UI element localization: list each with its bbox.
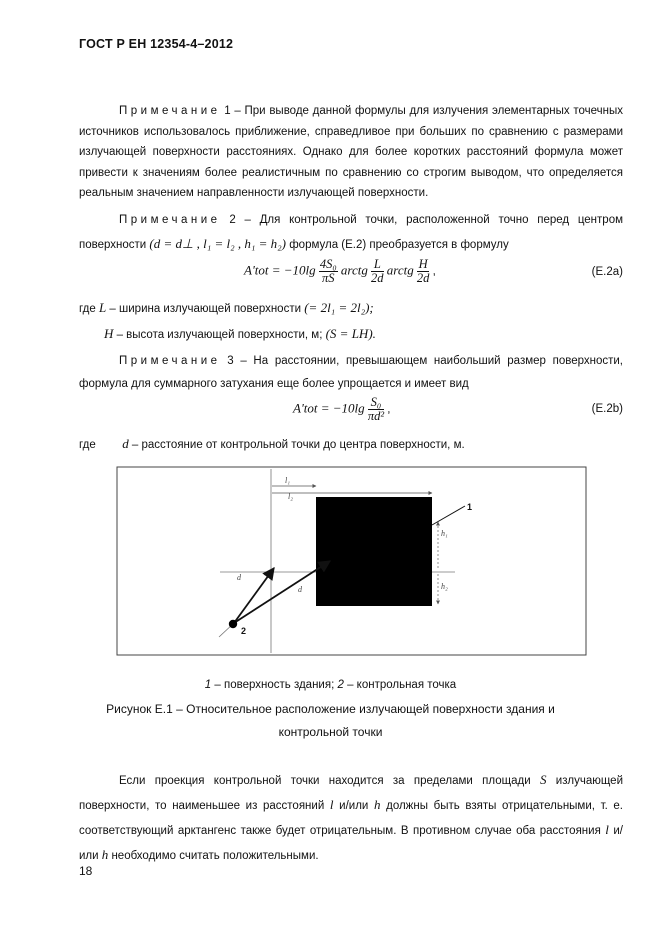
eq-a-func-1: arctg — [340, 262, 368, 278]
eq-a-func-2: arctg — [386, 262, 414, 278]
equation-e2b-number: (Е.2b) — [591, 403, 623, 415]
eq-b-frac: $\frac{\text{S₀}}{\text{πd²}}$ — [367, 395, 385, 423]
figure-caption-line-2: контрольной точки — [278, 725, 383, 739]
L-definition: (= 2l₁ = 2l₂); — [304, 300, 374, 315]
eq-a-frac-3: $\frac{H}{2d}$ — [416, 257, 430, 285]
where-H: H – высота излучающей поверхности, м; (S = LH). — [104, 326, 376, 341]
closing-paragraph: Если проекция контрольной точки находится за пределами площади S излучающей поверхности, то наименьшее из расстояний l и/или h должны быть взяты отрицательными, т. е. соответствующий арктангенс также будет отрицательным. В противном случае оба расстояния l и/или h необходимо считать положительными. — [79, 772, 624, 862]
note-1-text: 1 – При выводе данной формулы для излучения элементарных точечных источников использовалось приближение, справедливое при больших по сравнению с размерами излучающей поверхности расстояниях. Однако для более коротких расстояний формула может привести к значениям более реалистичным по сравнению со строгим выводом, что определяется реальным значением направленности излучающей поверхности. — [79, 105, 623, 199]
note-2-text-a: 2 – Для контрольной точки, расположенной точно перед центром поверхности — [79, 214, 623, 251]
label-h2: h₂ — [441, 582, 448, 591]
where-d: где d – расстояние от контрольной точки до центра поверхности, м. — [79, 436, 465, 451]
page-number: 18 — [79, 864, 93, 878]
vector-d — [234, 561, 330, 623]
eq-a-frac-2: $\frac{L}{2d}$ — [371, 257, 384, 285]
note-3-label: Примечание — [119, 355, 221, 367]
label-l1: l₁ — [285, 476, 291, 485]
where-L: где L – ширина излучающей поверхности (= 2l₁ = 2l₂); — [79, 300, 374, 315]
note-1-label: Примечание — [119, 105, 221, 117]
note-3-text: 3 – На расстоянии, превышающем наибольший размер поверхности, формула для суммарного затухания еще более упрощается и имеет вид — [79, 355, 623, 390]
symbol-L: L — [99, 300, 107, 315]
receiver-point — [229, 620, 237, 628]
eq-a-frac-1: $\frac{\text{4S₀}}{\pi S}$ — [319, 257, 337, 285]
label-d: d — [298, 585, 302, 594]
symbol-d: d — [122, 436, 129, 451]
callout-1: 1 — [467, 502, 473, 512]
note-2-text-b: формула (Е.2) преобразуется в формулу — [286, 239, 509, 251]
equation-e2b: A'tot = −10lg $\frac{\text{S₀}}{\text{πd²}}$ , — [293, 395, 391, 423]
H-definition: (S = LH). — [325, 326, 376, 341]
note-2-label: Примечание — [119, 214, 221, 226]
figure-legend: 1 – поверхность здания; 2 – контрольная точка — [204, 679, 457, 691]
document-header: ГОСТ Р ЕН 12354-4–2012 — [79, 37, 234, 51]
callout-2: 2 — [241, 626, 247, 636]
label-d-perp: d — [237, 573, 241, 582]
equation-e2a-number: (Е.2а) — [591, 266, 623, 278]
label-h1: h₁ — [441, 529, 448, 538]
building-surface — [316, 497, 432, 606]
figure-caption-line-1: Рисунок Е.1 – Относительное расположение излучающей поверхности здания и — [106, 702, 555, 716]
label-l2: l₂ — [288, 492, 294, 501]
eq-a-lhs: A'tot = −10lg — [244, 262, 316, 278]
callout-1-leader — [432, 506, 465, 525]
equation-e2a: A'tot = −10lg $\frac{\text{4S₀}}{\pi S}$ arctg $\frac{L}{2d}$ arctg $\frac{H}{2d}$ , — [244, 257, 436, 285]
symbol-H: H — [104, 326, 114, 341]
note-2-condition: (d = d⊥ , l₁ = l₂ , h₁ = h₂) — [149, 236, 287, 251]
eq-b-lhs: A'tot = −10lg — [293, 400, 365, 416]
